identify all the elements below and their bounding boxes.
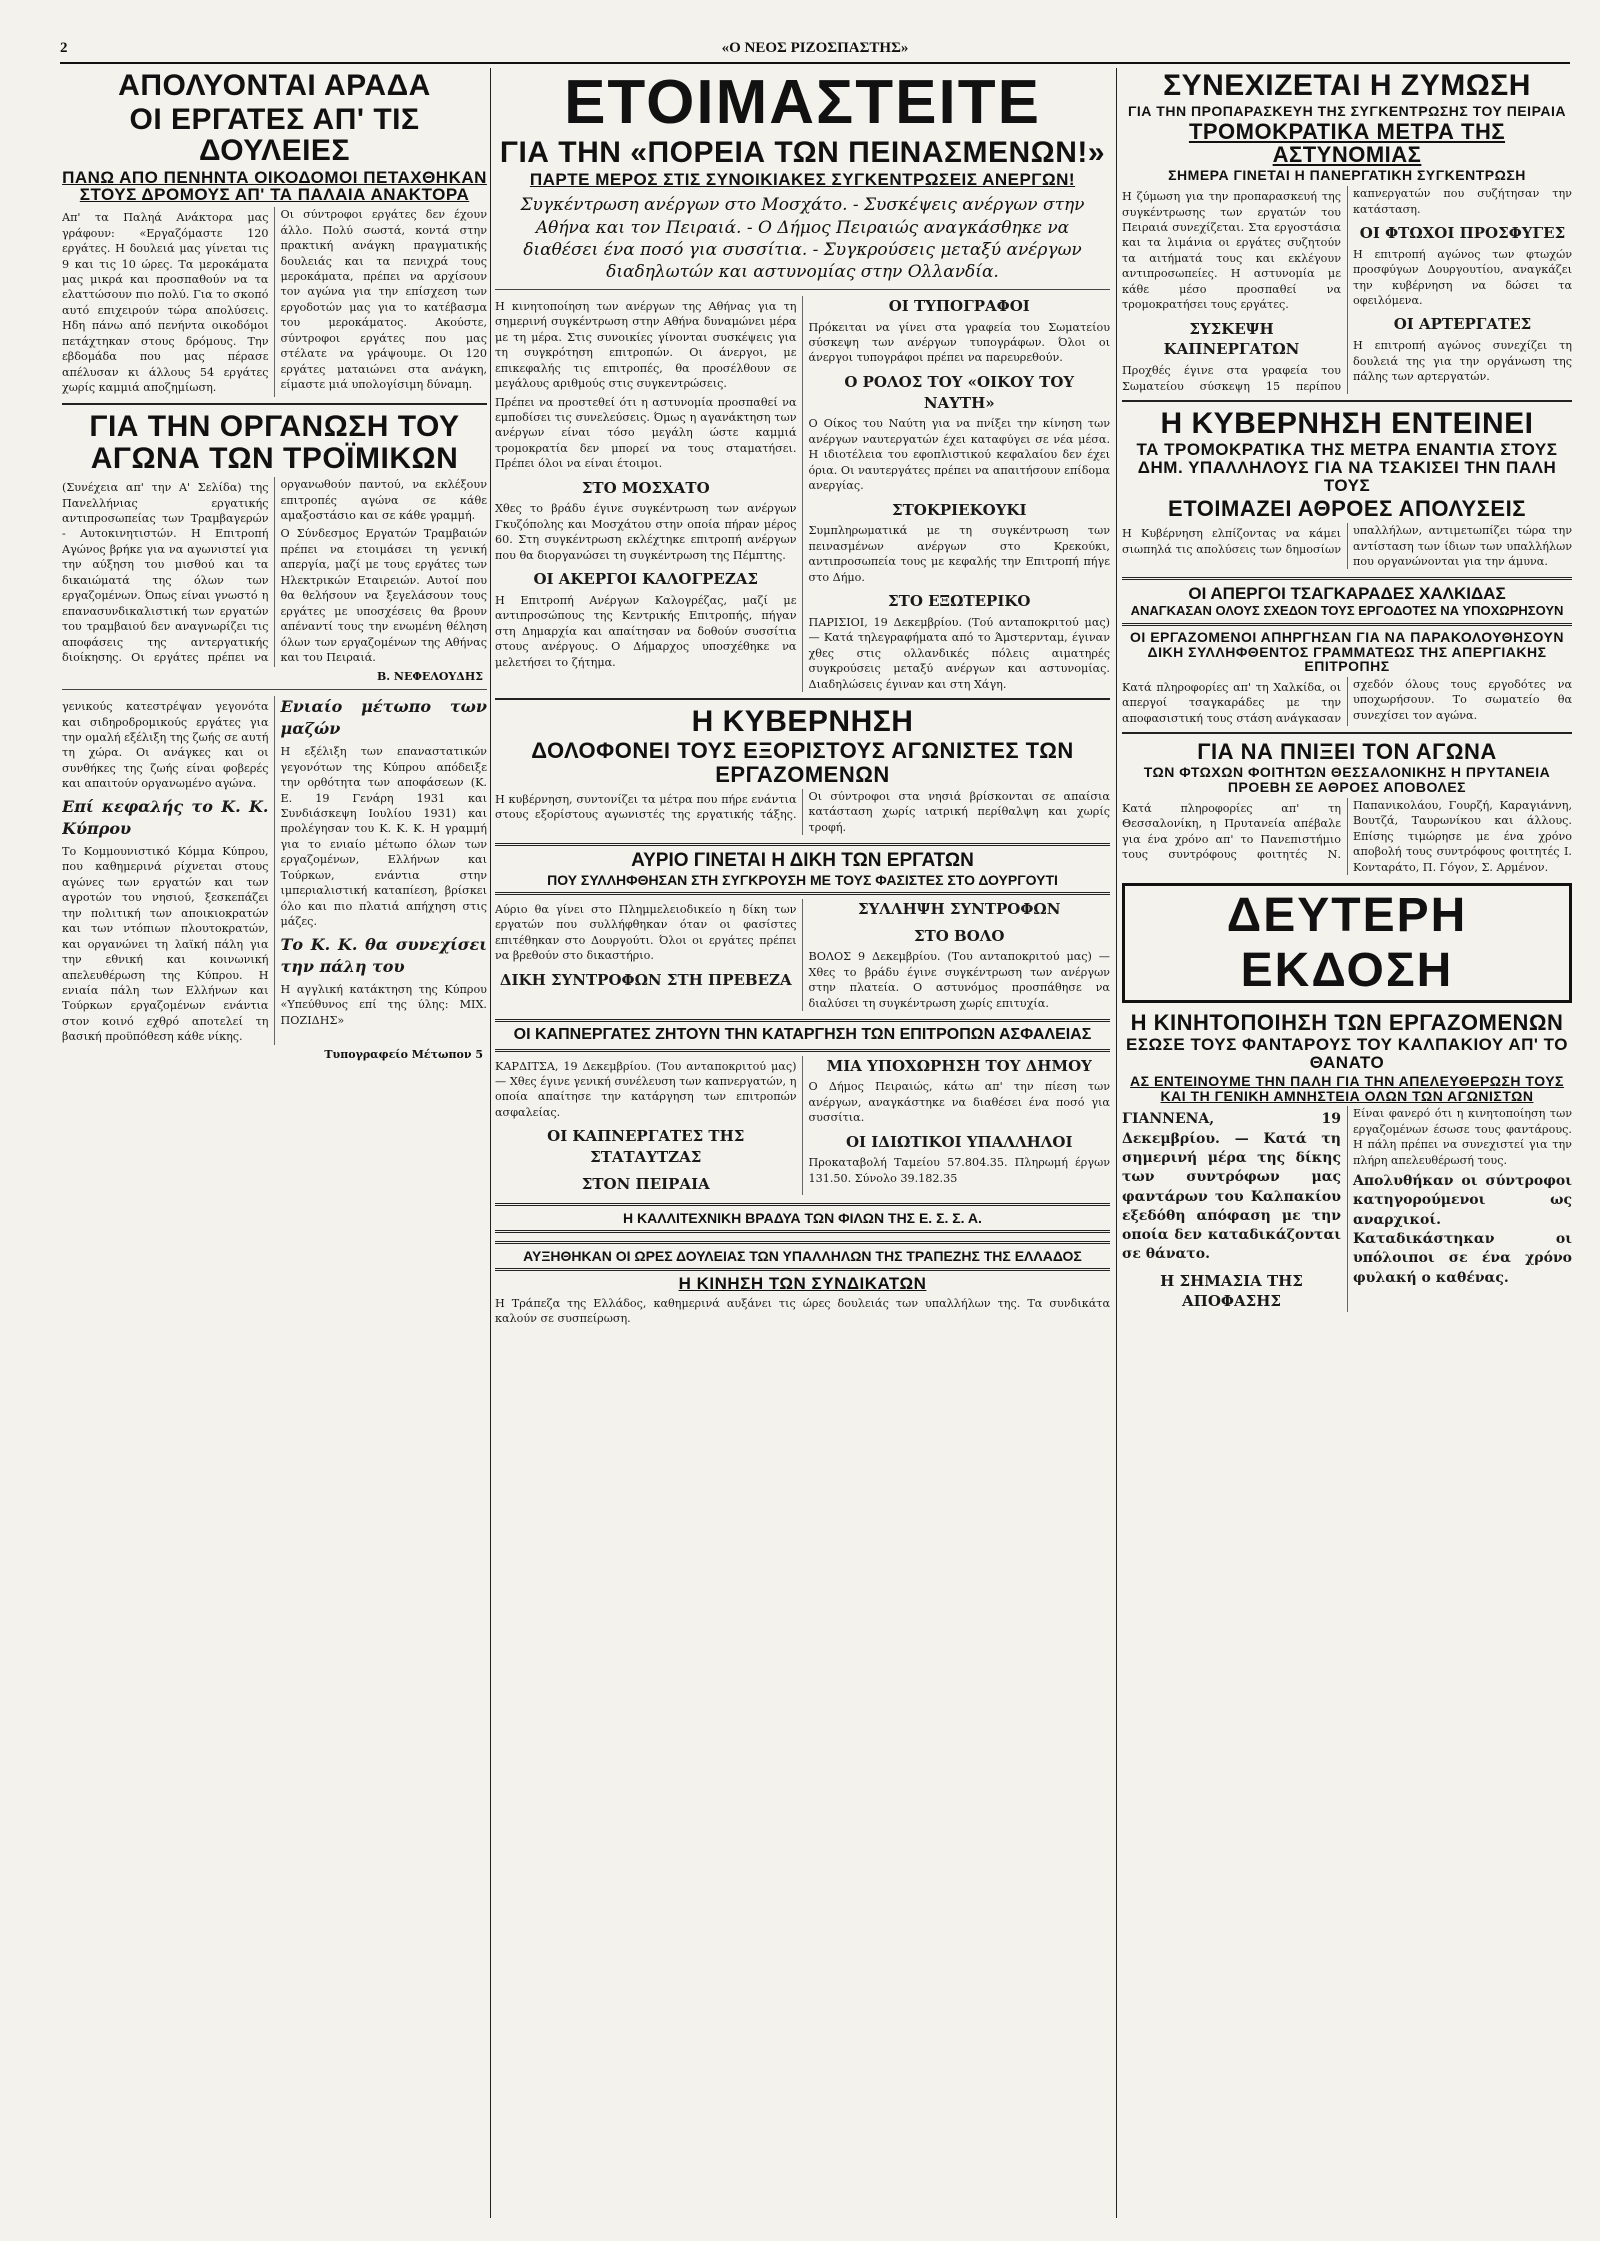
paragraph: Αύριο θα γίνει στο Πλημμελειοδικείο η δίκη των εργατών που συλλήφθηκαν όταν οι φασίστες επιτέθηκαν στο Δουργούτι. Όλοι οι εργάτες πρέπει να βρεθούν στο δικαστήριο. — [495, 902, 797, 963]
divider — [495, 698, 1110, 700]
section-heading: ΟΙ ΦΤΩΧΟΙ ΠΡΟΣΦΥΓΕΣ — [1359, 223, 1566, 242]
column-divider — [490, 68, 491, 2218]
paragraph: Οι σύντροφοι εργάτες δεν έχουν άλλο. Πολύ σωστά, κοντά στην πρακτική ανάγκη πραγματικής δουλειάς και τα πενιχρά τους μεροκάματα, πρέπει να αρχίσουν τον αγώνα για την επίσχεση των εργοδοτών μας για το κατέβασμα του μεροκάματος. Ακούστε, σύντροφοι εργάτες που μας στέλατε να γράψουμε. Οι 120 εργάτες ματαιώνει στα ανάγκη, είμαστε μιά υπολογίσιμη δύναμη. — [280, 208, 487, 392]
headline-government-sub: ΔΟΛΟΦΟΝΕΙ ΤΟΥΣ ΕΞΟΡΙΣΤΟΥΣ ΑΓΩΝΙΣΤΕΣ ΤΩΝ ΕΡΓΑΖΟΜΕΝΩΝ — [531, 738, 1074, 787]
article-body — [62, 207, 487, 397]
section-heading: ΔΙΚΗ ΣΥΝΤΡΟΦΩΝ ΣΤΗ ΠΡΕΒΕΖΑ — [499, 970, 792, 989]
headline-police: ΤΡΟΜΟΚΡΑΤΙΚΑ ΜΕΤΡΑ ΤΗΣ ΑΣΤΥΝΟΜΙΑΣ — [1188, 119, 1506, 168]
paragraph: Ο Οίκος του Ναύτη για να πνίξει την κίνηση των ανέργων ναυτεργατών έχει καταφύγει σε νέα μέσα. Η ιδιοτέλεια του εφοπλιστικού κεφαλαίου δεν έχει όρια. Οι ναυτεργάτες πρέπει να απαιτήσουν επίδομα ανεργίας. — [808, 417, 1110, 493]
paragraph: Η επιτροπή αγώνος των φτωχών προσφύγων Δουργουτίου, αναγκάζει την κυβέρνηση να δώσει τα οφειλόμενα. — [1353, 247, 1572, 308]
headline-march: ΓΙΑ ΤΗΝ «ΠΟΡΕΙΑ ΤΩΝ ΠΕΙΝΑΣΜΕΝΩΝ!» — [499, 136, 1106, 170]
paragraph: Απ' τα Παληά Ανάκτορα μας γράφουν: «Εργαζόμαστε 120 εργάτες. Η δουλειά μας γίνεται τις 9 και τις 10 ώρες. Τα μεροκάματα μας μικρά και προσπαθούν να τα ελαττώσουν πιο πολύ. Για το σκοπό αυτό επιχειρούν τώρα απολύσεις. Ηδη πάνω από πενήντα οικοδόμοι πετάχτηκαν στους δρόμους. Την εβδομάδα που μας πέρασε απέλυσαν κι άλλους 54 εργάτες χωρίς καμμιά αποζημίωση. — [62, 211, 269, 395]
paragraph: Χθες το βράδυ έγινε συγκέντρωση των ανέργων Γκυζόπολης και Μοσχάτου στην οποία πήραν μέρος 60. Στη συγκέντρωση εκλέχτηκε επιτροπή ανέργων που θα διοργανώσει τη συγκέντρωση της Πέμπτης. — [495, 502, 797, 562]
paragraph: Η κυβέρνηση, συντονίζει τα μέτρα που πήρε ενάντια στους εξορίστους αγωνιστές της εργατικής τάξης. Οι σύντροφοι στα νησιά βρίσκονται σε απαίσια κατάσταση χωρίς ιατρική περίθαλψη και χωρίς τροφή. — [495, 789, 1110, 834]
headline-amnesty: ΑΣ ΕΝΤΕΙΝΟΥΜΕ ΤΗΝ ΠΑΛΗ ΓΙΑ ΤΗΝ ΑΠΕΛΕΥΘΕΡΩΣΗ ΤΟΥΣ ΚΑΙ ΤΗ ΓΕΝΙΚΗ ΑΜΝΗΣΤΕΙΑ ΟΛΩΝ ΤΩΝ ΑΓΩΝΙΣΤΩΝ — [1130, 1072, 1564, 1104]
headline-shoemakers-line1: ΟΙ ΑΠΕΡΓΟΙ ΤΣΑΓΚΑΡΑΔΕΣ ΧΑΛΚΙΔΑΣ — [1188, 584, 1506, 604]
headline-lecture: Η ΚΑΛΛΙΤΕΧΝΙΚΗ ΒΡΑΔΥΑ ΤΩΝ ΦΙΛΩΝ ΤΗΣ Ε. Σ. Σ. Α. — [495, 1203, 1110, 1233]
section-heading: Ο ΡΟΛΟΣ ΤΟΥ «ΟΙΚΟΥ ΤΟΥ ΝΑΥΤΗ» — [844, 372, 1075, 412]
section-heading: ΣΥΛΛΗΨΗ ΣΥΝΤΡΟΦΩΝ — [857, 899, 1061, 918]
paragraph: Κατά πληροφορίες απ' τη Θεσσαλονίκη, η Πρυτανεία απέβαλε για ένα χρόνο απ' το Πανεπιστήμιο τους συντρόφους φοιτητές Ν. Παπανικολάου, Γουρζή, Καραγιάννη, Βουτζά, Ταυρωνίκου και άλλους. Επίσης τιμώρησε με ένα χρόνο αποβολή τους συντρόφους φοιτητές Ι. Κονταράτο, Π. Γόγον, Σ. Αρμένον. — [1122, 798, 1572, 874]
paragraph: Προκαταβολή Ταμείου 57.804.35. Πληρωμή έργων 131.50. Σύνολο 39.182.35 — [808, 1156, 1110, 1185]
article-body — [495, 899, 1110, 1011]
paragraph: Είναι φανερό ότι η κινητοποίηση των εργαζομένων έσωσε τους φαντάρους. Η πάλη πρέπει να συνεχιστεί για την πλήρη απελευθέρωσή τους. — [1353, 1107, 1572, 1167]
divider — [62, 689, 487, 690]
paragraph: Κατά πληροφορίες απ' τη Χαλκίδα, οι απεργοί τσαγκαράδες με την αποφασιστική τους στάση ανάγκασαν σχεδόν όλους τους εργοδότες να υποχωρήσουν. Το σωματείο θα συνεχίσει τον αγώνα. — [1122, 678, 1572, 725]
article-body — [495, 296, 1110, 692]
section-heading: ΜΙΑ ΥΠΟΧΩΡΗΣΗ ΤΟΥ ΔΗΜΟΥ — [826, 1056, 1092, 1075]
section-heading: ΣΤΟ ΒΟΛΟ — [913, 926, 1005, 945]
headline-bank: ΑΥΞΗΘΗΚΑΝ ΟΙ ΩΡΕΣ ΔΟΥΛΕΙΑΣ ΤΩΝ ΥΠΑΛΛΗΛΩΝ ΤΗΣ ΤΡΑΠΕΖΗΣ ΤΗΣ ΕΛΛΑΔΟΣ — [495, 1241, 1110, 1271]
headline-government: Η ΚΥΒΕΡΝΗΣΗ — [691, 704, 914, 738]
headline-tobacco: ΟΙ ΚΑΠΝΕΡΓΑΤΕΣ ΖΗΤΟΥΝ ΤΗΝ ΚΑΤΑΡΓΗΣΗ ΤΩΝ ΕΠΙΤΡΟΠΩΝ ΑΣΦΑΛΕΙΑΣ — [495, 1019, 1110, 1051]
article-body — [495, 789, 1110, 835]
paragraph: Η Επιτροπή Ανέργων Καλογρέζας, μαζί με αντιπροσώπους της Κεντρικής Επιτροπής, πήγαν στη Δημαρχία και απαίτησαν να δοθούν συσσίτια στους ανέργους. Ο Δήμαρχος υποσχέθηκε να μελετήσει το ζήτημα. — [495, 593, 797, 669]
paragraph: Συμπληρωματικά με τη συγκέντρωση των πεινασμένων ανέργων στο Κρεκούκι, αντιπροσωπεία τους με κεφαλής την Επιτροπή πήγε στο Δήμο. — [808, 524, 1110, 584]
article-body — [1122, 186, 1572, 394]
section-heading: ΣΤΟΝ ΠΕΙΡΑΙΑ — [581, 1174, 710, 1193]
headline-today: ΣΗΜΕΡΑ ΓΙΝΕΤΑΙ Η ΠΑΝΕΡΓΑΤΙΚΗ ΣΥΓΚΕΝΤΡΩΣΗ — [1168, 167, 1526, 184]
paragraph: Πρόκειται να γίνει στα γραφεία του Σωματείου σύσκεψη των ανέργων τυπογράφων. Όλοι οι άνεργοι τυπογράφοι πρέπει να παρευρεθούν. — [808, 320, 1110, 365]
article-body — [495, 1056, 1110, 1195]
divider — [1122, 732, 1572, 734]
divider — [62, 403, 487, 405]
article-body — [62, 477, 487, 667]
paragraph: Το Κομμουνιστικό Κόμμα Κύπρου, που καθημερινά ρίχνεται στους αγώνες των εργατών και των αγροτών του νησιού, ξεσκεπάζει την πολιτική των αποικιοκρατών και των ντόπιων πλουτοκρατών, και οργανώνει τη λαϊκή πάλη για την εθνική και κοινωνική απελευθέρωση της Κύπρου. Η ενιαία πάλη των Ελλήνων και Τούρκων εργαζομένων ενάντια στον κοινό εχθρό αποτελεί τη βασική προϋπόθεση κάθε νίκης. — [62, 844, 269, 1044]
paragraph: Ο Δήμος Πειραιώς, κάτω απ' την πίεση των ανέργων, αναγκάστηκε να διαθέσει ένα ποσό για συσσίτια. — [808, 1080, 1110, 1125]
headline-soldiers: ΕΣΩΣΕ ΤΟΥΣ ΦΑΝΤΑΡΟΥΣ ΤΟΥ ΚΑΛΠΑΚΙΟΥ ΑΠ' ΤΟ ΘΑΝΑΤΟ — [1126, 1035, 1568, 1073]
right-column — [1122, 68, 1572, 2218]
headline-students: ΓΙΑ ΝΑ ΠΝΙΞΕΙ ΤΟΝ ΑΓΩΝΑ — [1197, 739, 1497, 765]
headline-trial — [495, 843, 1110, 895]
headline-trial-line1: ΑΥΡΙΟ ΓΙΝΕΤΑΙ Η ΔΙΚΗ ΤΩΝ ΕΡΓΑΤΩΝ — [631, 850, 974, 871]
divider — [495, 289, 1110, 290]
subheadline-builders: ΠΑΝΩ ΑΠΟ ΠΕΝΗΝΤΑ ΟΙΚΟΔΟΜΟΙ ΠΕΤΑΧΘΗΚΑΝ ΣΤΟΥΣ ΔΡΟΜΟΥΣ ΑΠ' ΤΑ ΠΑΛΑΙΑ ΑΝΑΚΤΟΡΑ — [62, 167, 487, 205]
paragraph: (Συνέχεια απ' την Α' Σελίδα) της Πανελλήνιας εργατικής αντιπροσωπείας των Τραμβαγερών - Αυτοκινητιστών. Η Επιτροπή Αγώνος βρήκε για να αγωνιστεί για την αύξηση του μισθού και τα δικαιώματά της όλων των εργαζομένων. Όπως είναι γνωστό η επανασυνδικαλιστική των εργατών του τραμβαιού δεν αναγνωρίζει τις αποφάσεις της αντεργατικής διοίκησης. Οι εργάτες πρέπει να οργανωθούν παντού, να εκλέξουν επιτροπές αγώνα σε κάθε αμαξοστάσιο και σε κάθε γραμμή. — [62, 478, 487, 665]
paragraph: ΒΟΛΟΣ 9 Δεκεμβρίου. (Του ανταποκριτού μας) — Χθες το βράδυ έγινε συγκέντρωση των ανέργων στην πλατεία. Ο αστυνόμος προσπάθησε να διαλύσει τη συγκέντρωση χωρίς επιτυχία. — [808, 950, 1110, 1010]
headline-gov-measures: ΤΑ ΤΡΟΜΟΚΡΑΤΙΚΑ ΤΗΣ ΜΕΤΡΑ ΕΝΑΝΤΙΑ ΣΤΟΥΣ ΔΗΜ. ΥΠΑΛΛΗΛΟΥΣ ΓΙΑ ΝΑ ΤΣΑΚΙΣΕΙ ΤΗΝ ΠΑΛΗ ΤΟΥΣ — [1136, 440, 1558, 496]
masthead-title: «Ο ΝΕΟΣ ΡΙΖΟΣΠΑΣΤΗΣ» — [721, 40, 909, 56]
headline-mass-dismissals: ΕΤΟΙΜΑΖΕΙ ΑΘΡΟΕΣ ΑΠΟΛΥΣΕΙΣ — [1168, 496, 1526, 521]
headline-students-sub: ΤΩΝ ΦΤΩΧΩΝ ΦΟΙΤΗΤΩΝ ΘΕΣΣΑΛΟΝΙΚΗΣ Η ΠΡΥΤΑΝΕΙΑ ΠΡΟΕΒΗ ΣΕ ΑΘΡΟΕΣ ΑΠΟΒΟΛΕΣ — [1143, 764, 1551, 796]
lead-paragraph: Απολυθήκαν οι σύντροφοι κατηγορούμενοι ως αναρχικοί. Καταδικάστηκαν οι υπόλοιποι σε ένα χρόνο φυλακή ο καθένας. — [1353, 1173, 1572, 1286]
paragraph: ΠΑΡΙΣΙΟΙ, 19 Δεκεμβρίου. (Τού ανταποκριτού μας) — Κατά τηλεγραφήματα από το Άμστερνταμ, έγιναν χθες στις ολλανδικές πόλεις αιματηρές συγκρούσεις μεταξύ ανέργων και αστυνομίας. Διαδηλώσεις έγιναν και στη Χάγη. — [808, 615, 1110, 691]
section-heading: ΟΙ ΑΚΕΡΓΟΙ ΚΑΛΟΓΡΕΖΑΣ — [533, 570, 759, 589]
paragraph: Πρέπει να προστεθεί ότι η αστυνομία προσπαθεί να εμποδίσει τις συνελεύσεις. Όμως η αγανάκτηση των ανέργων είναι τόσο μεγάλη ώστε καμμιά τρομοκρατία δεν μπορεί να τους σταματήσει. Πρέπει όλοι να είναι έτοιμοι. — [495, 395, 797, 471]
article-body — [1122, 1106, 1572, 1312]
paragraph: Προχθές έγινε στα γραφεία του Σωματείου σύσκεψη 15 περίπου καπνεργατών που συζήτησαν την κατάσταση. — [1122, 187, 1572, 393]
second-edition-banner: ΔΕΥΤΕΡΗ ΕΚΔΟΣΗ — [1122, 883, 1572, 1003]
paragraph: γενικούς κατεστρέψαν γεγονότα και σιδηροδρομικούς εργάτες για την ομαλή εξέλιξη της ζωής σε αυτή τη χώρα. Οι ανάγκες και οι συνθήκες της ζωής είναι φοβερές και απαιτούν οργανωμένο αγώνα. — [62, 700, 269, 791]
section-heading: ΟΙ ΤΥΠΟΓΡΑΦΟΙ — [888, 296, 1030, 315]
masthead — [60, 40, 1570, 64]
article-body — [1122, 523, 1572, 569]
paragraph: Η εξέλιξη των επαναστατικών γεγονότων της Κύπρου απόδειξε την ορθότητα των αποφάσεων (Κ. Ε. 19 Γενάρη 1931 και Συνδιάσκεψη Ιουλίου 1931) και προλέγησαν του Κ. Κ. Κ. Η γραμμή για το ενιαίο μέτωπο όλων των εργαζομένων, Ελλήνων και Τούρκων, ενάντια στην ιμπεριαλιστική καταπίεση, βρίσκει όλο και πιο πλατιά απήχηση στις μάζες. — [280, 745, 487, 929]
left-column — [62, 68, 487, 2218]
headline-unions: Η ΚΙΝΗΣΗ ΤΩΝ ΣΥΝΔΙΚΑΤΩΝ — [678, 1273, 927, 1293]
subheadline: ΠΑΡΤΕ ΜΕΡΟΣ ΣΤΙΣ ΣΥΝΟΙΚΙΑΚΕΣ ΣΥΓΚΕΝΤΡΩΣΕΙΣ ΑΝΕΡΓΩΝ! — [529, 169, 1076, 189]
printer-footer: Τυπογραφείο Μέτωπον 5 — [324, 1047, 483, 1061]
section-heading: Ενιαίο μέτωπο των μαζών — [280, 697, 487, 739]
headline-shoemakers-line2: ΑΝΑΓΚΑΣΑΝ ΟΛΟΥΣ ΣΧΕΔΟΝ ΤΟΥΣ ΕΡΓΟΔΟΤΕΣ ΝΑ ΥΠΟΧΩΡΗΣΟΥΝ — [1130, 603, 1564, 618]
section-heading: ΣΤΟ ΕΞΩΤΕΡΙΚΟ — [888, 592, 1031, 610]
headline-shoemakers — [1122, 577, 1572, 625]
headline-workers: ΟΙ ΕΡΓΑΤΕΣ ΑΠ' ΤΙΣ ΔΟΥΛΕΙΕΣ — [129, 102, 420, 167]
section-heading: ΣΥΣΚΕΨΗ ΚΑΠΝΕΡΓΑΤΩΝ — [1163, 319, 1300, 359]
signature: Β. ΝΕΦΕΛΟΥΔΗΣ — [376, 670, 483, 684]
headline-mobilisation: Η ΚΙΝΗΤΟΠΟΙΗΣΗ ΤΩΝ ΕΡΓΑΖΟΜΕΝΩΝ — [1130, 1010, 1564, 1036]
article-body — [1122, 798, 1572, 875]
paragraph: Η Κυβέρνηση ελπίζοντας να κάμει σιωπηλά τις απολύσεις των δημοσίων υπαλλήλων, αντιμετωπίζει τώρα την αντίσταση των ίδιων των υπαλλήλων που οργανώνονται για την άμυνα. — [1122, 524, 1572, 568]
headline-gov-escalates: Η ΚΥΒΕΡΝΗΣΗ ΕΝΤΕΙΝΕΙ — [1160, 406, 1534, 440]
page-number: 2 — [60, 40, 68, 56]
paragraph: Η επιτροπή αγώνος συνεχίζει τη δουλειά της για την οργάνωση της πάλης των αρτεργατών. — [1353, 339, 1572, 384]
article-body-cyprus — [62, 696, 487, 1045]
section-heading: ΟΙ ΑΡΤΕΡΓΑΤΕΣ — [1393, 315, 1532, 334]
headline-ferment: ΣΥΝΕΧΙΖΕΤΑΙ Η ΖΥΜΩΣΗ — [1163, 69, 1531, 102]
lead-paragraph: ΓΙΑΝΝΕΝΑ, 19 Δεκεμβρίου. — Κατά τη σημερινή μέρα της δίκης των συντρόφων μας φαντάρων του Καλπακίου εξεδόθη απόφαση με την οποία δεν καταδικάζονται σε θάνατο. — [1122, 1111, 1341, 1263]
headline-preparation: ΓΙΑ ΤΗΝ ΠΡΟΠΑΡΑΣΚΕΥΗ ΤΗΣ ΣΥΓΚΕΝΤΡΩΣΗΣ ΤΟΥ ΠΕΙΡΑΙΑ — [1128, 102, 1566, 119]
headline-dismissals: ΑΠΟΛΥΟΝΤΑΙ ΑΡΑΔΑ — [118, 69, 431, 102]
paragraph: Η Τράπεζα της Ελλάδος, καθημερινά αυξάνει τις ώρες δουλειάς των υπαλλήλων της. Τα συνδικάτα καλούν σε συσπείρωση. — [495, 1296, 1110, 1326]
section-heading: Η ΣΗΜΑΣΙΑ ΤΗΣ ΑΠΟΦΑΣΗΣ — [1160, 1271, 1303, 1311]
center-column — [495, 68, 1110, 2218]
headline-trial-line2: ΠΟΥ ΣΥΛΛΗΦΘΗΣΑΝ ΣΤΗ ΣΥΓΚΡΟΥΣΗ ΜΕ ΤΟΥΣ ΦΑΣΙΣΤΕΣ ΣΤΟ ΔΟΥΡΓΟΥΤΙ — [547, 871, 1058, 888]
section-heading: ΟΙ ΚΑΠΝΕΡΓΑΤΕΣ ΤΗΣ ΣΤΑΤΑΥΤΖΑΣ — [547, 1127, 745, 1167]
paragraph: Ο Σύνδεσμος Εργατών Τραμβαιών πρέπει να ετοιμάσει τη γενική απεργία, μαζί με τους εργάτες των Ηλεκτρικών Εταιρειών. Αυτοί που θα θελήσουν να ξεγελάσουν τους εργάτες με υποσχέσεις θα βρουν απέναντί τους την ενωμένη θέληση όλων των εργαζομένων της Αθήνας και του Πειραιά. — [280, 527, 487, 665]
paragraph: ΚΑΡΔΙΤΣΑ, 19 Δεκεμβρίου. (Του ανταποκριτού μας) — Χθες έγινε γενική συνέλευση των καπνεργατών, η οποία απαίτησε την κατάργηση των επιτροπών ασφαλείας. — [495, 1059, 797, 1119]
divider — [1122, 400, 1572, 402]
section-heading: ΣΤΟ ΜΟΣΧΑΤΟ — [581, 478, 710, 497]
headline-organisation: ΓΙΑ ΤΗΝ ΟΡΓΑΝΩΣΗ ΤΟΥ ΑΓΩΝΑ ΤΩΝ ΤΡΟΪΜΙΚΩΝ — [89, 410, 460, 475]
summary: Συγκέντρωση ανέργων στο Μοσχάτο. - Συσκέψεις ανέργων στην Αθήνα και τον Πειραιά. - Ο Δήμος Πειραιώς αναγκάσθηκε να διαθέσει ένα ποσό για συσσίτια. - Συγκρούσεις μεταξύ ανέργων διαδηλωτών και αστυνομίας στην Ολλανδία. — [520, 195, 1085, 282]
section-heading: ΟΙ ΙΔΙΩΤΙΚΟΙ ΥΠΑΛΛΗΛΟΙ — [845, 1132, 1073, 1151]
headline-strike-trial: ΟΙ ΕΡΓΑΖΟΜΕΝΟΙ ΑΠΗΡΓΗΣΑΝ ΓΙΑ ΝΑ ΠΑΡΑΚΟΛΟΥΘΗΣΟΥΝ ΔΙΚΗ ΣΥΛΛΗΦΘΕΝΤΟΣ ΓΡΑΜΜΑΤΕΩΣ ΤΗΣ ΑΠΕΡΓΙΑΚΗΣ ΕΠΙΤΡΟΠΗΣ — [1130, 628, 1564, 675]
paragraph: Η ζύμωση για την προπαρασκευή της συγκέντρωσης των εργατών του Πειραιά συνεχίζεται. Στα εργοστάσια και τα λιμάνια οι εργάτες συζητούν τα αιτήματά τους και εκλέγουν αντιπροσωπείες. Η αστυνομία με κάθε μέσο προσπαθεί να τρομοκρατήσει τους εργάτες. — [1122, 190, 1341, 312]
section-heading: ΣΤΟΚΡΙΕΚΟΥΚΙ — [892, 500, 1027, 519]
column-divider — [1116, 68, 1117, 2218]
section-heading: Το Κ. Κ. θα συνεχίσει την πάλη του — [280, 934, 487, 976]
section-heading: Επί κεφαλής το Κ. Κ. Κύπρου — [62, 796, 269, 838]
paragraph: Η αγγλική κατάκτηση της Κύπρου «Υπεύθυνος επί της ύλης: ΜΙΧ. ΠΟΖΙΔΗΣ» — [280, 982, 487, 1027]
paragraph: Η κινητοποίηση των ανέργων της Αθήνας για τη σημερινή συγκέντρωση στην Αθήνα δυναμώνει μέρα με τη μέρα. Στις συνοικίες γίνονται συσκέψεις για τη συγκρότηση επιτροπών. Οι άνεργοι, με επικεφαλής τις επιτροπές, θα προσέλθουν σε μεγάλους αριθμούς στις συγκεντρώσεις. — [495, 299, 797, 391]
article-body — [1122, 677, 1572, 726]
headline-get-ready: ΕΤΟΙΜΑΣΤΕΙΤΕ — [564, 68, 1041, 137]
